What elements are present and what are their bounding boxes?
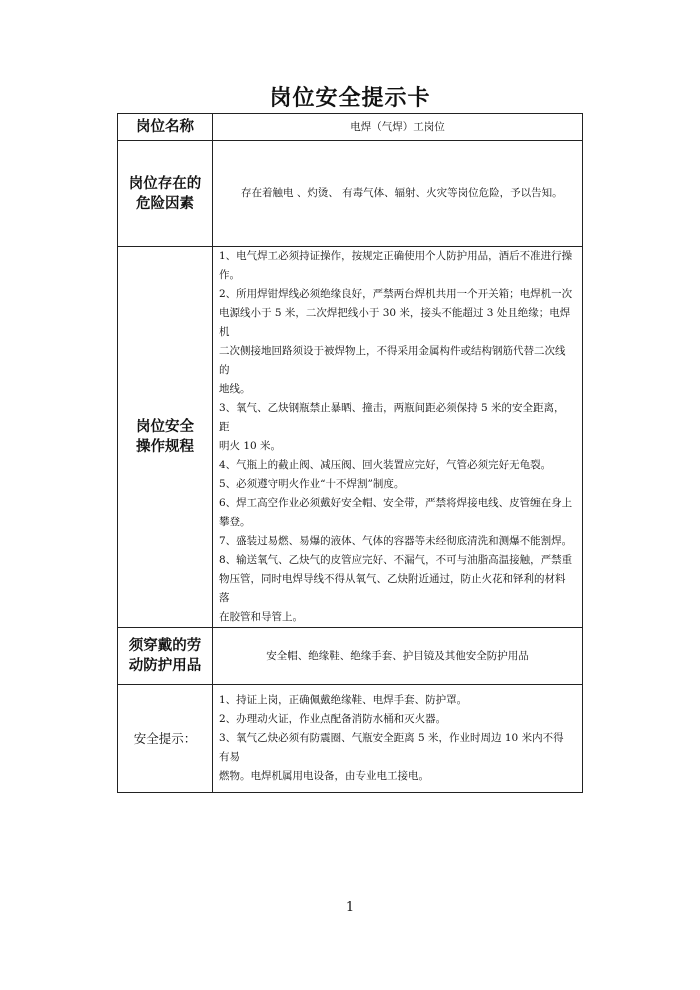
procedure-line: 6、焊工高空作业必须戴好安全帽、安全带，严禁将焊接电线、皮管缠在身上	[219, 497, 573, 509]
procedure-line: 4、气瓶上的截止阀、减压阀、回火装置应完好，气管必须完好无龟裂。	[219, 459, 552, 471]
safety-card-table	[117, 113, 583, 793]
procedure-line: 电源线小于 5 米，二次焊把线小于 30 米，接头不能超过 3 处且绝缘；电焊机	[219, 307, 571, 338]
procedure-line: 1、电气焊工必须持证操作，按规定正确使用个人防护用品，酒后不准进行操	[219, 250, 573, 262]
procedure-line: 明火 10 米。	[219, 440, 282, 452]
procedure-line: 地线。	[219, 383, 251, 395]
tips-content	[213, 685, 583, 793]
tip-line: 2、办理动火证，作业点配备消防水桶和灭火器。	[219, 713, 447, 725]
hazards-value: 存在着触电 、灼烫、 有毒气体、辐射、火灾等岗位危险，予以告知。	[241, 187, 563, 199]
tips-label: 安全提示：	[118, 685, 213, 793]
procedures-label	[118, 247, 213, 628]
post-name-value: 电焊（气焊）工岗位	[213, 114, 583, 141]
row-tips	[118, 685, 583, 793]
procedure-line: 作。	[219, 269, 240, 281]
procedures-content	[213, 247, 583, 628]
tip-line: 燃物。电焊机属用电设备，由专业电工接电。	[219, 770, 429, 782]
procedure-line: 2、所用焊钳焊线必须绝缘良好，严禁两台焊机共用一个开关箱；电焊机一次	[219, 288, 573, 300]
tip-line: 3、氧气乙炔必须有防震圈、气瓶安全距离 5 米，作业时周边 10 米内不得有易	[219, 732, 564, 763]
procedure-line: 二次侧接地回路须设于被焊物上，不得采用金属构件或结构钢筋代替二次线的	[219, 345, 566, 376]
row-ppe	[118, 628, 583, 685]
procedure-line: 7、盛装过易燃、易爆的液体、气体的容器等未经彻底清洗和测爆不能割焊。	[219, 535, 573, 547]
hazards-label-line: 危险因素	[136, 195, 194, 212]
post-name-label: 岗位名称	[118, 114, 213, 141]
procedure-line: 8、输送氧气、乙炔气的皮管应完好、不漏气，不可与油脂高温接触，严禁重	[219, 554, 573, 566]
row-hazards	[118, 141, 583, 247]
ppe-label	[118, 628, 213, 685]
procedure-line: 攀登。	[219, 516, 251, 528]
page-number: 1	[345, 900, 355, 915]
procedures-label-line: 岗位安全	[136, 419, 194, 435]
tip-line: 1、持证上岗，正确佩戴绝缘鞋、电焊手套、防护罩。	[219, 694, 468, 706]
row-post-name	[118, 114, 583, 141]
procedure-line: 在胶管和导管上。	[219, 611, 303, 623]
page-title: 岗位安全提示卡	[269, 86, 431, 111]
ppe-value: 安全帽、绝缘鞋、绝缘手套、护目镜及其他安全防护用品	[213, 628, 583, 685]
procedures-label-line: 操作规程	[136, 439, 194, 455]
hazards-label-line: 岗位存在的	[128, 175, 202, 192]
procedure-line: 5、必须遵守明火作业“十不焊割”制度。	[219, 478, 405, 490]
procedure-line: 物压管，同时电焊导线不得从氧气、乙炔附近通过，防止火花和铎利的材料落	[219, 573, 566, 604]
procedure-line: 3、氧气、乙炔钢瓶禁止暴晒、撞击，两瓶间距必须保持 5 米的安全距离，距	[219, 402, 565, 433]
ppe-label-line: 须穿戴的劳	[128, 638, 202, 654]
hazards-value-cell	[213, 141, 583, 247]
row-procedures	[118, 247, 583, 628]
hazards-label	[118, 141, 213, 247]
ppe-label-line: 动防护用品	[128, 658, 202, 674]
